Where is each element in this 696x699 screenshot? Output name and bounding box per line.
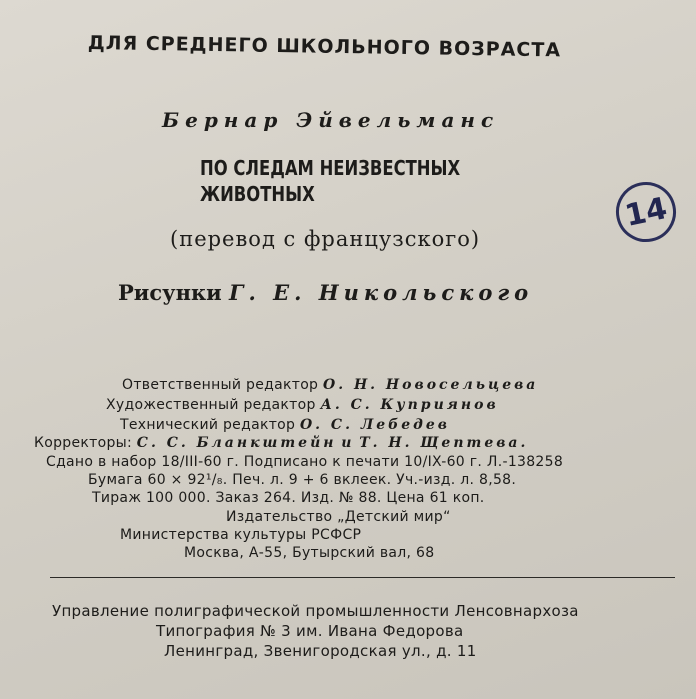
book-title [200, 155, 460, 207]
proofreaders-line [34, 436, 528, 450]
tech-editor-line [120, 418, 450, 432]
responsible-editor-label: Ответственный редактор [122, 377, 319, 393]
paper-format-line: Бумага 60 × 92¹/₈. Печ. л. 9 + 6 вклеек. Уч.-изд. л. 8,58. [88, 472, 517, 488]
illustrations-credit [118, 282, 533, 303]
publisher-address-line: Москва, А-55, Бутырский вал, 68 [184, 545, 435, 561]
library-stamp [610, 176, 681, 247]
tech-editor-label: Технический редактор [120, 417, 296, 433]
tech-editor-name: О. С. Лебедев [299, 417, 450, 433]
printing-house-line: Типография № 3 им. Ивана Федорова [156, 622, 464, 640]
illustrator-name: Г. Е. Никольского [229, 280, 534, 305]
translation-note: (перевод с французского) [170, 227, 481, 251]
book-title-line-1: ПО СЛЕДАМ НЕИЗВЕСТНЫХ [200, 156, 461, 180]
art-editor-name: А. С. Куприянов [320, 397, 499, 413]
ministry-line: Министерства культуры РСФСР [120, 527, 362, 543]
print-run-line: Тираж 100 000. Заказ 264. Изд. № 88. Цена 61 коп. [92, 490, 485, 506]
proofreaders-conjunction: и [341, 435, 355, 451]
art-editor-label: Художественный редактор [106, 397, 316, 413]
responsible-editor-line [122, 378, 538, 392]
proofreader-2-name: Т. Н. Щептева. [359, 435, 529, 451]
printer-authority-line: Управление полиграфической промышленности Ленсовнархоза [52, 602, 579, 620]
printing-house-address-line: Ленинград, Звенигородская ул., д. 11 [164, 642, 477, 660]
series-heading: ДЛЯ СРЕДНЕГО ШКОЛЬНОГО ВОЗРАСТА [87, 32, 562, 62]
responsible-editor-name: О. Н. Новосельцева [323, 377, 539, 393]
proofreader-1-name: С. С. Бланкштейн [136, 435, 337, 451]
stamp-number: 14 [621, 190, 671, 234]
print-dates-line: Сдано в набор 18/III-60 г. Подписано к печати 10/IX-60 г. Л.-138258 [46, 454, 564, 470]
section-divider [50, 577, 675, 578]
book-title-line-2: ЖИВОТНЫХ [200, 182, 315, 206]
illustrations-label: Рисунки [118, 280, 222, 305]
author-name: Бернар Эйвельманс [162, 108, 500, 132]
publisher-line: Издательство „Детский мир“ [226, 509, 451, 525]
art-editor-line [106, 398, 499, 412]
proofreaders-label: Корректоры: [34, 435, 133, 451]
